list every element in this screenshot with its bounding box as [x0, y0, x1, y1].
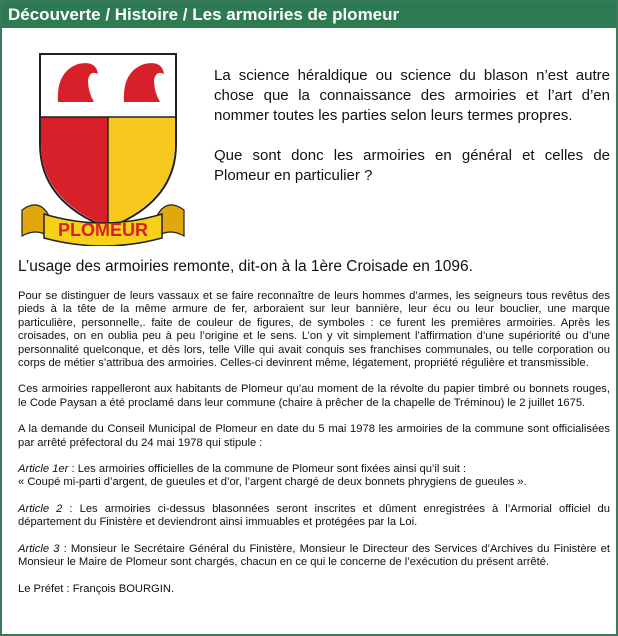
article-3: [18, 543, 610, 570]
article-3-label: Article 3: [18, 542, 60, 555]
article-2: [18, 503, 610, 530]
intro-paragraph: La science héraldique ou science du blason n’est autre chose que la connaissance des armoiries et l’art d’en nommer toutes les parties selon leurs termes propres.: [214, 67, 610, 124]
plomeur-coat-of-arms: [18, 40, 188, 246]
section-lead: L’usage des armoiries remonte, dit-on à la 1ère Croisade en 1096.: [18, 258, 473, 275]
article-1-text: : Les armoiries officielles de la commune de Plomeur sont fixées ainsi qu’il suit :: [68, 463, 467, 476]
paragraph-origins: Pour se distinguer de leurs vassaux et se faire reconnaître de leurs hommes d’armes, les seigneurs tous revêtus des pieds à la tête de la même armure de fer, arboraient sur leur bannière, leur écu ou leur bouclier, une marque particulière, personnelle,. faite de couleur de figures, de symboles : ce furent les premières armoiries. Après les croisades, on en oublia peu à peu l’origine et le sens. L’on y vit simplement l’affirmation d’une supériorité ou d’une personnalité quelconque, et dès lors, telle Ville qui avait conquis ses franchises communales, ou telle corporation ou corps de métier s’attribua des armoiries. Celles-ci devinrent même, légatement, propriété régulière et transmissible.: [18, 290, 610, 370]
coat-of-arms-image: [18, 40, 188, 246]
banner-text: PLOMEUR: [58, 220, 148, 240]
article-2-text: : Les armoiries ci-dessus blasonnées seront inscrites et dûment enregistrées à l’Armorial officiel du département du Finistère et deviendront ainsi immuables et protégées par la Loi.: [18, 502, 610, 529]
paragraph-decree: A la demande du Conseil Municipal de Plomeur en date du 5 mai 1978 les armoiries de la commune sont officialisées par arrêté préfectoral du 24 mai 1978 qui stipule :: [18, 423, 610, 449]
paragraph-code-paysan: Ces armoiries rappelleront aux habitants de Plomeur qu’au moment de la révolte du papier timbré ou bonnets rouges, le Code Paysan a été proclamé dans leur commune (chaire à prêcher de la chapelle de Tréminou) le 2 juillet 1675.: [18, 383, 610, 409]
intro-question: Que sont donc les armoiries en général et celles de Plomeur en particulier ?: [214, 147, 610, 184]
article-1: [18, 463, 610, 490]
article-1-blazon: « Coupé mi-parti d’argent, de gueules et d’or, l’argent chargé de deux bonnets phrygiens de gueules ».: [18, 476, 527, 489]
article-1-label: Article 1er: [18, 463, 69, 476]
intro-text: [214, 66, 610, 206]
prefect-signature: Le Préfet : François BOURGIN.: [18, 582, 175, 595]
article-body: [18, 290, 610, 609]
page-title: Découverte / Histoire / Les armoiries de plomeur: [2, 2, 616, 28]
article-3-text: : Monsieur le Secrétaire Général du Finistère, Monsieur le Directeur des Services d’Archives du Finistère et Monsieur le Maire de Plomeur sont chargés, chacun en ce qui le concerne de l’exécution du présent arrêté.: [18, 542, 610, 569]
article-2-label: Article 2: [18, 502, 63, 515]
